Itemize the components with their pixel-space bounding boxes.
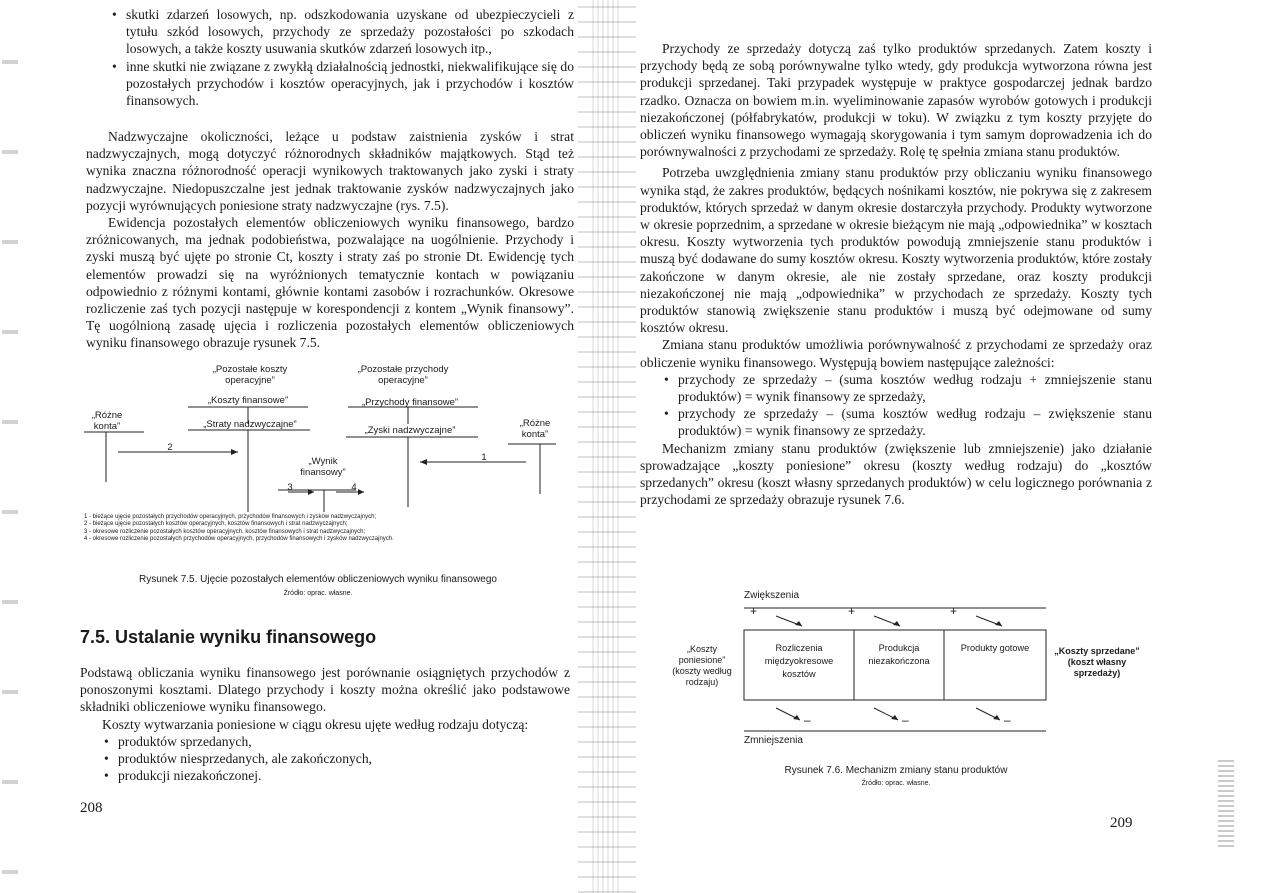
label-pozostale-koszty: „Pozostałe koszty operacyjne”: [212, 364, 288, 386]
figure-source: Źródło: oprac. własne.: [861, 780, 931, 787]
label-rozne-konta-left: „Różne konta”: [91, 410, 123, 432]
list-item: • produkcji niezakończonej.: [104, 767, 570, 784]
figure-source: Źródło: oprac. własne.: [283, 590, 353, 597]
box-produkty: Produkty gotowe: [960, 643, 1030, 653]
list-item: • skutki zdarzeń losowych, np. odszkodowania uzyskane od ubezpieczycieli z tytułu szkód losowych, przychody ze sprzedaży pozostałości po szkodach losowych, a także koszty usuwania skutków zdarzeń losowych itp.,: [112, 6, 574, 58]
label-straty-nadzwyczajne: „Straty nadzwyczajne”: [203, 419, 297, 430]
list-item: • produktów niesprzedanych, ale zakończonych,: [104, 750, 570, 767]
list-item: • przychody ze sprzedaży – (suma kosztów według rodzaju + zmniejszenie stanu produktów) = wynik finansowy ze sprzedaży,: [664, 371, 1152, 405]
minus-sign: –: [1004, 713, 1011, 727]
label-pozostale-przychody: „Pozostałe przychody operacyjne”: [357, 364, 449, 386]
left-page: [0, 0, 610, 893]
box-produkcja: Produkcja niezakończona: [868, 643, 930, 666]
figure-7-6: [664, 590, 1144, 800]
paragraph: Przychody ze sprzedaży dotyczą zaś tylko produktów sprzedanych. Zatem koszty i przychody będą ze sobą porównywalne tylko wtedy, gdy produkcja wytworzona równa jest produkcji sprzedanej. Taki przypadek występuje w praktyce gospodarczej jednak bardzo rzadko. Oznacza on bowiem m.in. wyeliminowanie zapasów wyrobów gotowych i produkcji niezakończonej (półfabrykatów, produkcji w toku). W związku z tym koszty przyjęte do obliczeń wyniku finansowego wymagają skorygowania i tym samym doprowadzenia ich do porównywalności z przychodami ze sprzedaży. Rolę tę spełnia zmiana stanu produktów.: [640, 41, 1152, 160]
right-body-text: [640, 40, 1152, 508]
label-koszty-poniesione: „Koszty poniesione” (koszty według rodzaju): [672, 644, 732, 687]
arrow-number: 1: [481, 452, 487, 463]
label-zyski-nadzwyczajne: „Zyski nadzwyczajne”: [364, 425, 456, 436]
minus-sign: –: [902, 713, 909, 727]
paragraph: Podstawą obliczania wyniku finansowego jest porównanie osiągniętych przychodów z ponoszonymi kosztami. Dlatego przychody i koszty można określić jako podstawowe składniki obliczeniowe wyniku finansowego.: [80, 665, 570, 715]
top-bullet-list: [112, 6, 574, 109]
label-koszty-sprzedane: „Koszty sprzedane” (koszt własny sprzedaży): [1054, 646, 1140, 678]
paragraph: Ewidencja pozostałych elementów obliczeniowych wyniku finansowego, bardzo zróżnicowanych, ma jednak podobieństwa, pozwalające na uogólnienie. Przychody i zyski muszą być ujęte po stronie Ct, koszty i straty zaś po stronie Dt. Ewidencję tych elementów prowadzi się na wyróżnionych tematycznie kontach w powiązaniu odpowiednio z różnymi kontami, głównie kontami zasobów i rozrachunków. Okresowe rozliczenie zaś tych pozycji następuje w korespondencji z kontem „Wynik finansowy”. Tę uogólnioną zasadę ujęcia i rozliczenia pozostałych elementów obliczeniowych wyniku finansowego obrazuje rysunek 7.5.: [86, 215, 574, 351]
page-number: 208: [80, 800, 103, 816]
figure-caption: Rysunek 7.5. Ujęcie pozostałych elementów obliczeniowych wyniku finansowego: [139, 574, 497, 585]
page-number: 209: [1110, 815, 1133, 831]
arrow-number: 2: [167, 442, 173, 453]
plus-sign: +: [950, 604, 958, 618]
figure-note: 3 - okresowe rozliczenie pozostałych kosztów operacyjnych, kosztów finansowych i strat nadzwyczajnych;: [84, 528, 366, 535]
paragraph: Nadzwyczajne okoliczności, leżące u podstaw zaistnienia zysków i strat nadzwyczajnych, mogą dotyczyć różnorodnych składników majątkowych. Stąd też wynika znaczna różnorodność operacji wynikowych traktowanych jako zyski i straty nadzwyczajne. Niedopuszczalne jest jednak traktowanie zysków nadzwyczajnych jako pozycji wyrównujących poniesione straty nadzwyczajne (rys. 7.5).: [86, 129, 574, 213]
label-zwiekszenia: Zwiększenia: [744, 590, 800, 601]
arrow-number: 4: [351, 482, 357, 493]
box-rozliczenia: Rozliczenia międzyokresowe kosztów: [764, 643, 834, 679]
label-rozne-konta-right: „Różne konta”: [519, 418, 551, 440]
label-koszty-finansowe: „Koszty finansowe”: [207, 395, 289, 406]
paragraph: Zmiana stanu produktów umożliwia porównywalność z przychodami ze sprzedaży oraz obliczenie wyniku finansowego. Występują bowiem następujące zależności:: [640, 337, 1152, 370]
list-item: • inne skutki nie związane z zwykłą działalnością jednostki, niekwalifikujące się do pozostałych przychodów i kosztów operacyjnych, jak i przychodów i kosztów finansowych.: [112, 58, 574, 110]
right-page: [610, 0, 1263, 893]
figure-note: 2 - bieżące ujęcie pozostałych kosztów operacyjnych, kosztów finansowych i strat nadzwyczajnych;: [84, 521, 348, 528]
left-body-text-2: [80, 664, 570, 784]
figure-note: 1 - bieżące ujęcie pozostałych przychodów operacyjnych, przychodów finansowych i zysków nadzwyczajnych;: [84, 514, 377, 520]
list-item: • produktów sprzedanych,: [104, 733, 570, 750]
label-przychody-finansowe: „Przychody finansowe”: [361, 397, 459, 408]
paragraph: Mechanizm zmiany stanu produktów (zwiększenie lub zmniejszenie) jako działanie sprowadzające „koszty poniesione” okresu (koszty według rodzaju) do „kosztów sprzedanych” okresu (koszt własny sprzedanych produktów) w celu logicznego porównania z przychodami ze sprzedaży obrazuje rysunek 7.6.: [640, 440, 1152, 508]
arrow-number: 3: [287, 482, 293, 493]
figure-7-5-notes: [84, 514, 554, 544]
section-heading: 7.5. Ustalanie wyniku finansowego: [80, 627, 377, 647]
minus-sign: –: [804, 713, 811, 727]
figure-note: 4 - okresowe rozliczenie pozostałych przychodów operacyjnych, przychodów finansowych i zysków nadzwyczajnych.: [84, 536, 394, 543]
plus-sign: +: [848, 604, 856, 618]
label-wynik-finansowy: „Wynik finansowy”: [300, 456, 346, 478]
list-item: • przychody ze sprzedaży – (suma kosztów według rodzaju – zwiększenie stanu produktów) = wynik finansowy ze sprzedaży.: [664, 405, 1152, 439]
figure-7-5: [78, 362, 578, 602]
paragraph: Potrzeba uwzględnienia zmiany stanu produktów przy obliczaniu wyniku finansowego wynika stąd, że zakres produktów, będących nośnikami kosztów, nie pokrywa się z zakresem produktów, których sprzedaż w danym okresie dostarczyła przychody. Produkty wytworzone w okresie poprzednim, a sprzedane w okresie bieżącym nie mają „odpowiednika” w kosztach okresu. Koszty wytworzenia tych produktów powodują zmniejszenie stanu produktów i muszą być dodawane do sumy kosztów okresu. Koszty wytworzenia produktów, które zostały zakończone w danym okresie, ale nie zostały sprzedane, oraz koszty produkcji niezakończonej nie mają „odpowiednika” w przychodach ze sprzedaży. Koszty tych produktów stanowią zwiększenie stanu produktów i muszą być odejmowane od sumy kosztów okresu.: [640, 165, 1152, 336]
left-body-text: [86, 128, 574, 352]
plus-sign: +: [750, 604, 758, 618]
label-zmniejszenia: Zmniejszenia: [744, 735, 803, 746]
paragraph: Koszty wytwarzania poniesione w ciągu okresu ujęte według rodzaju dotyczą:: [102, 716, 529, 732]
figure-caption: Rysunek 7.6. Mechanizm zmiany stanu produktów: [784, 765, 1008, 776]
